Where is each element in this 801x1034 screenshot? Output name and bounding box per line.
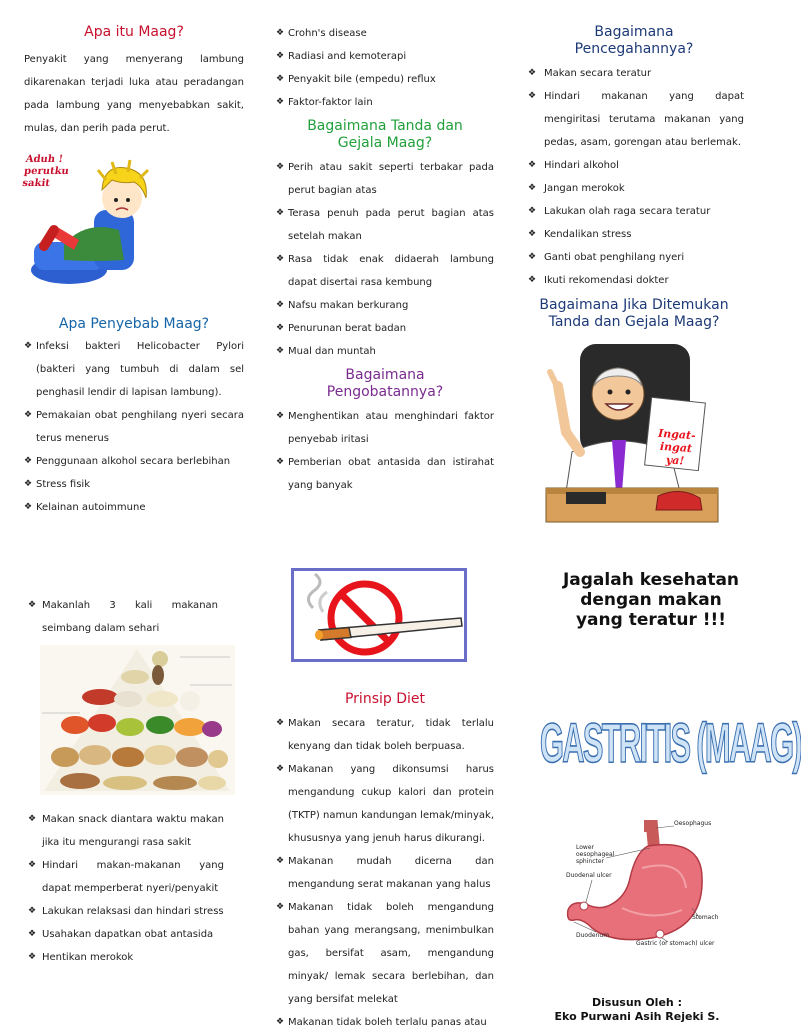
diamond-bullet-icon: ❖	[24, 341, 33, 351]
list-item: ❖ Nafsu makan berkurang	[276, 294, 494, 317]
diamond-bullet-icon: ❖	[528, 229, 537, 239]
list-item: ❖ Makan snack diantara waktu makan jika itu mengurangi rasa sakit	[28, 808, 224, 854]
list-item: ❖ Infeksi bakteri Helicobacter Pylori (bakteri yang tumbuh di dalam sel penghasil lendir di lapisan lambung).	[24, 335, 244, 404]
heading-tanda-gejala: Bagaimana Tanda dan Gejala Maag?	[307, 118, 463, 151]
apa-itu-maag-text: Penyakit yang menyerang lambung dikarenakan terjadi luka atau peradangan pada lambung yang menyebabkan sakit, mulas, dan perih pada perut.	[24, 54, 244, 134]
list-item: ❖ Stress fisik	[24, 473, 244, 496]
diamond-bullet-icon: ❖	[276, 28, 285, 38]
list-item: ❖ Makanan tidak boleh terlalu panas atau	[276, 1011, 494, 1034]
label-duodenal-ulcer: Duodenal ulcer	[566, 872, 612, 879]
diamond-bullet-icon: ❖	[28, 929, 37, 939]
diamond-bullet-icon: ❖	[528, 160, 537, 170]
diamond-bullet-icon: ❖	[276, 74, 285, 84]
penyebab-list	[24, 335, 244, 519]
list-item: ❖ Pemakaian obat penghilang nyeri secara terus menerus	[24, 404, 244, 450]
tanda-list	[276, 156, 494, 363]
list-item: ❖ Rasa tidak enak didaerah lambung dapat disertai rasa kembung	[276, 248, 494, 294]
tips-list	[28, 594, 218, 640]
list-item: ❖ Makanan mudah dicerna dan mengandung serat makanan yang halus	[276, 850, 494, 896]
heading-penyebab: Apa Penyebab Maag?	[58, 316, 210, 332]
list-item: ❖ Ganti obat penghilang nyeri	[528, 246, 744, 269]
list-item: ❖ Crohn's disease	[276, 22, 494, 45]
diamond-bullet-icon: ❖	[528, 252, 537, 262]
label-sphincter: Lower oesophageal sphincter	[576, 844, 615, 865]
diamond-bullet-icon: ❖	[528, 183, 537, 193]
diamond-bullet-icon: ❖	[28, 814, 37, 824]
list-item: ❖ Lakukan olah raga secara teratur	[528, 200, 744, 223]
heading-pengobatan: Bagaimana Pengobatannya?	[326, 367, 444, 400]
diamond-bullet-icon: ❖	[24, 479, 33, 489]
diet-list	[276, 712, 494, 1034]
author-block	[526, 996, 748, 1024]
author-label: Disusun Oleh :	[592, 996, 682, 1009]
column-left-causes	[24, 316, 244, 519]
diamond-bullet-icon: ❖	[276, 97, 285, 107]
column-left-tips	[28, 594, 218, 640]
tips2-list	[28, 808, 224, 969]
stomach-diagram	[552, 818, 748, 956]
cartoon-caption: Aduh ! perutku sakit	[21, 154, 70, 189]
list-item: ❖ Makanan yang dikonsumsi harus mengandung cukup kalori dan protein (TKTP) namun kandungan lemak/minyak, khususnya yang jenuh harus dikurangi.	[276, 758, 494, 850]
heading-prinsip-diet: Prinsip Diet	[344, 691, 425, 707]
diamond-bullet-icon: ❖	[528, 91, 537, 101]
list-item: ❖ Kendalikan stress	[528, 223, 744, 246]
list-item: ❖ Penggunaan alkohol secara berlebihan	[24, 450, 244, 473]
heading-jika-ditemukan: Bagaimana Jika Ditemukan Tanda dan Gejala Maag?	[539, 297, 729, 330]
column-left	[24, 24, 244, 140]
slogan-text: Jagalah kesehatan dengan makan yang teratur !!!	[562, 570, 740, 630]
list-item: ❖ Faktor-faktor lain	[276, 91, 494, 114]
list-item: ❖ Hindari makan-makanan yang dapat memperberat nyeri/penyakit	[28, 854, 224, 900]
diamond-bullet-icon: ❖	[276, 1017, 285, 1027]
reminder-sign-text: Ingat- ingat ya!	[657, 426, 697, 468]
diamond-bullet-icon: ❖	[276, 764, 285, 774]
list-item: ❖ Makanan tidak boleh mengandung bahan yang merangsang, menimbulkan gas, bersifat asam, mengandung minyak/ lemak secara berlebihan, dan yang bersifat melekat	[276, 896, 494, 1011]
diamond-bullet-icon: ❖	[24, 502, 33, 512]
list-item: ❖ Jangan merokok	[528, 177, 744, 200]
label-duodenum: Duodenum	[576, 932, 610, 939]
label-gastric-ulcer: Gastric (or stomach) ulcer	[636, 940, 715, 947]
pencegahan-list	[524, 62, 744, 292]
list-item: ❖ Penurunan berat badan	[276, 317, 494, 340]
label-oesophagus: Oesophagus	[674, 820, 712, 827]
list-item: ❖ Makanlah 3 kali makanan seimbang dalam sehari	[28, 594, 218, 640]
author-name: Eko Purwani Asih Rejeki S.	[554, 1010, 720, 1023]
stomach-ache-cartoon	[21, 150, 164, 290]
brochure-title: GASTRITIS (MAAG)	[540, 711, 801, 774]
diamond-bullet-icon: ❖	[276, 457, 285, 467]
list-item: ❖ Menghentikan atau menghindari faktor penyebab iritasi	[276, 405, 494, 451]
diamond-bullet-icon: ❖	[276, 718, 285, 728]
list-item: ❖ Mual dan muntah	[276, 340, 494, 363]
pengobatan-list	[276, 405, 494, 497]
list-item: ❖ Lakukan relaksasi dan hindari stress	[28, 900, 224, 923]
diamond-bullet-icon: ❖	[276, 162, 285, 172]
diamond-bullet-icon: ❖	[28, 906, 37, 916]
diamond-bullet-icon: ❖	[528, 206, 537, 216]
diamond-bullet-icon: ❖	[276, 300, 285, 310]
food-pyramid-image	[40, 645, 235, 795]
column-right	[524, 24, 744, 331]
column-middle	[276, 22, 494, 497]
list-item: ❖ Hindari alkohol	[528, 154, 744, 177]
list-item: ❖ Usahakan dapatkan obat antasida	[28, 923, 224, 946]
diamond-bullet-icon: ❖	[24, 410, 33, 420]
list-item: ❖ Hindari makanan yang dapat mengiritasi terutama makanan yang pedas, asam, gorengan atau berlemak.	[528, 85, 744, 154]
list-item: ❖ Radiasi and kemoterapi	[276, 45, 494, 68]
diamond-bullet-icon: ❖	[276, 323, 285, 333]
diamond-bullet-icon: ❖	[528, 68, 537, 78]
no-smoking-image	[291, 568, 467, 662]
list-item: ❖ Perih atau sakit seperti terbakar pada perut bagian atas	[276, 156, 494, 202]
diamond-bullet-icon: ❖	[276, 254, 285, 264]
list-item: ❖ Hentikan merokok	[28, 946, 224, 969]
diamond-bullet-icon: ❖	[28, 952, 37, 962]
column-left-tips2	[28, 808, 224, 969]
diamond-bullet-icon: ❖	[276, 51, 285, 61]
diamond-bullet-icon: ❖	[276, 856, 285, 866]
doctor-cartoon	[540, 342, 725, 527]
diamond-bullet-icon: ❖	[276, 346, 285, 356]
diamond-bullet-icon: ❖	[24, 456, 33, 466]
diamond-bullet-icon: ❖	[28, 600, 37, 610]
diamond-bullet-icon: ❖	[528, 275, 537, 285]
list-item: ❖ Makan secara teratur, tidak terlalu kenyang dan tidak boleh berpuasa.	[276, 712, 494, 758]
list-item: ❖ Terasa penuh pada perut bagian atas setelah makan	[276, 202, 494, 248]
list-item: ❖ Pemberian obat antasida dan istirahat yang banyak	[276, 451, 494, 497]
list-item: ❖ Kelainan autoimmune	[24, 496, 244, 519]
diamond-bullet-icon: ❖	[276, 411, 285, 421]
list-item: ❖ Makan secara teratur	[528, 62, 744, 85]
heading-pencegahan: Bagaimana Pencegahannya?	[574, 24, 694, 57]
diamond-bullet-icon: ❖	[276, 208, 285, 218]
column-middle-diet	[276, 691, 494, 1034]
heading-apa-itu-maag: Apa itu Maag?	[84, 24, 184, 40]
diamond-bullet-icon: ❖	[276, 902, 285, 912]
label-stomach: Stomach	[692, 914, 719, 921]
list-item: ❖ Penyakit bile (empedu) reflux	[276, 68, 494, 91]
other-causes-list	[276, 22, 494, 114]
list-item: ❖ Ikuti rekomendasi dokter	[528, 269, 744, 292]
diamond-bullet-icon: ❖	[28, 860, 37, 870]
